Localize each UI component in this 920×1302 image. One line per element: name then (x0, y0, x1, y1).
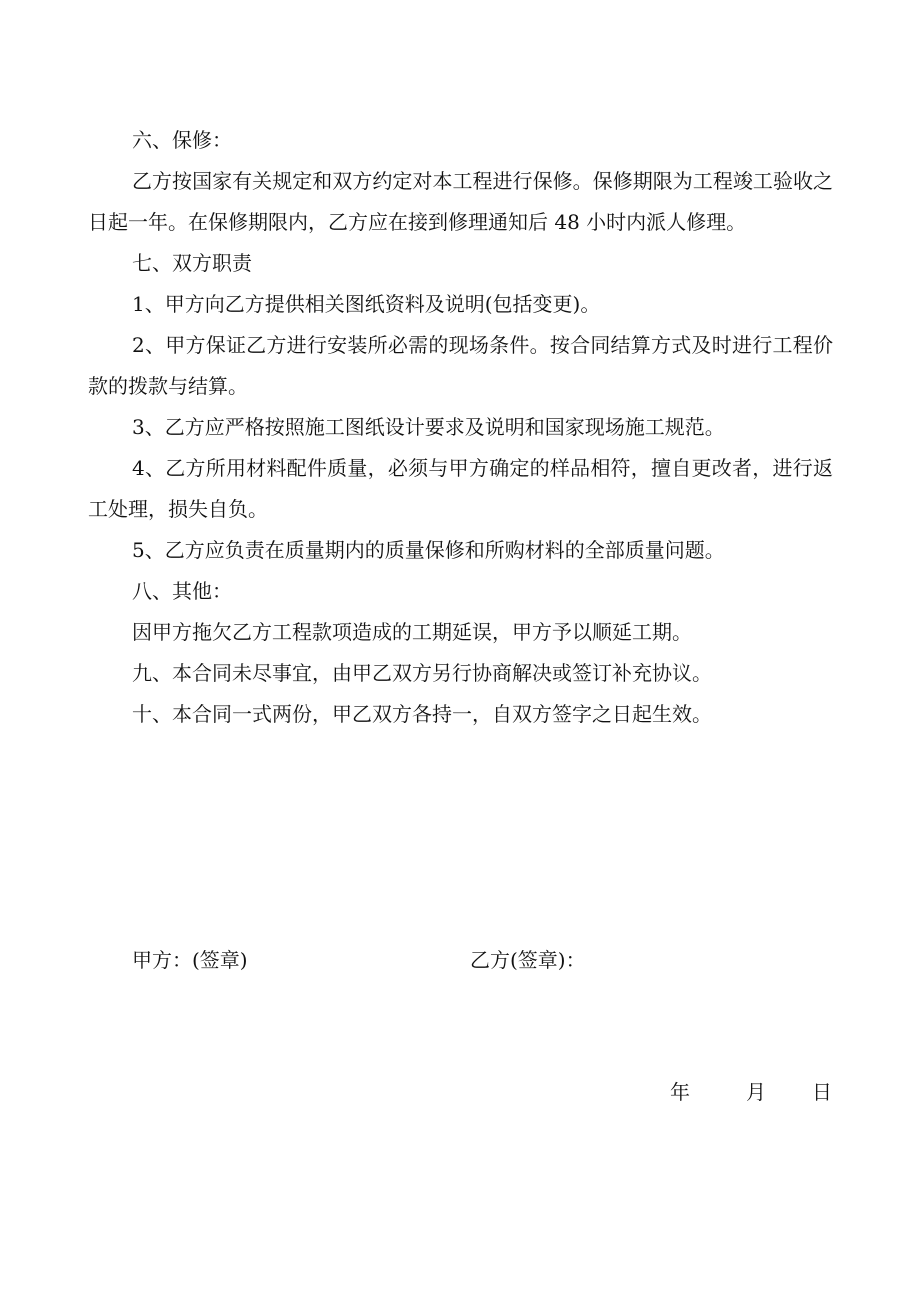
section-heading-supplement: 九、本合同未尽事宜，由甲乙双方另行协商解决或签订补充协议。 (132, 661, 712, 685)
date-month-label: 月 (746, 1080, 766, 1104)
responsibility-item-2: 2、甲方保证乙方进行安装所必需的现场条件。按合同结算方式及时进行工程价款的拨款与结算。 (88, 333, 833, 398)
section-heading-warranty: 六、保修： (132, 128, 232, 152)
signature-row (132, 944, 832, 984)
responsibility-item-4: 4、乙方所用材料配件质量，必须与甲方确定的样品相符，擅自更改者，进行返工处理，损失自负。 (88, 456, 833, 521)
responsibility-item-3: 3、乙方应严格按照施工图纸设计要求及说明和国家现场施工规范。 (132, 415, 725, 439)
paragraph-delay-clause: 因甲方拖欠乙方工程款项造成的工期延误，甲方予以顺延工期。 (132, 620, 692, 644)
date-year-label: 年 (670, 1080, 690, 1104)
responsibility-item-5: 5、乙方应负责在质量期内的质量保修和所购材料的全部质量问题。 (132, 538, 725, 562)
responsibility-item-1: 1、甲方向乙方提供相关图纸资料及说明(包括变更)。 (132, 292, 601, 316)
section-heading-effective: 十、本合同一式两份，甲乙双方各持一，自双方签字之日起生效。 (132, 702, 712, 726)
section-heading-other: 八、其他： (132, 579, 232, 603)
paragraph-warranty-terms: 乙方按国家有关规定和双方约定对本工程进行保修。保修期限为工程竣工验收之日起一年。在保修期限内，乙方应在接到修理通知后 48 小时内派人修理。 (88, 169, 833, 234)
date-line (670, 1076, 832, 1116)
party-b-signature-label: 乙方(签章)： (470, 948, 586, 972)
contract-body (88, 120, 833, 735)
party-a-signature-label: 甲方：(签章) (132, 948, 248, 972)
date-day-label: 日 (812, 1080, 832, 1104)
section-heading-responsibilities: 七、双方职责 (132, 251, 252, 275)
